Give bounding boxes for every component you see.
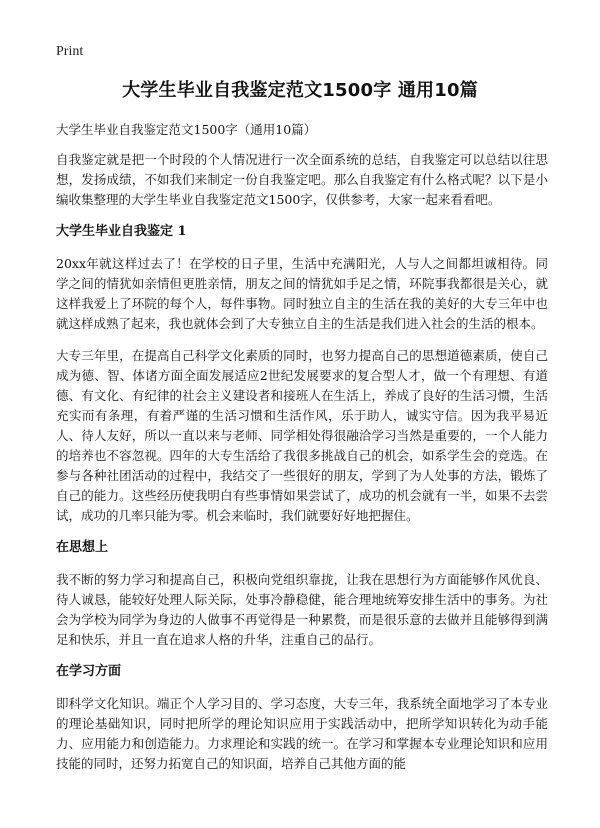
page-title: 大学生毕业自我鉴定范文1500字 通用10篇 <box>122 80 478 101</box>
section-heading-study: 在学习方面 <box>56 664 122 679</box>
section-heading-1: 大学生毕业自我鉴定 1 <box>56 224 187 239</box>
section-1-paragraph-1: 20xx年就这样过去了！在学校的日子里，生活中充满阳光，人与人之间都坦诚相待。同学之间的情犹如亲情但更胜亲情，朋友之间的情犹如手足之情，环院事我都很是关心，就这样我爱上了环院的每个人，每件事物。同时独立自主的生活在我的美好的大专三年中也就这样成熟了起来，我也就体会到了大专独立自主的生活是我们进入社会的生活的根本。 <box>56 256 548 331</box>
article-body <box>56 118 548 786</box>
section-ideology-paragraph: 我不断的努力学习和提高自己，积极向党组织靠拢，让我在思想行为方面能够作风优良、待人诚恳，能较好处理人际关际，处事冷静稳健，能合理地统筹安排生活中的事务。为社会为学校为同学为身边的人做事不再觉得是一种累赘，而是很乐意的去做并且能够得到满足和快乐，并且一直在追求人格的升华，注重自己的品行。 <box>56 572 548 647</box>
article-subtitle: 大学生毕业自我鉴定范文1500字（通用10篇） <box>56 122 317 137</box>
print-link[interactable]: Print <box>56 44 84 59</box>
section-study-paragraph: 即科学文化知识。端正个人学习目的、学习态度，大专三年，我系统全面地学习了本专业的理论基础知识，同时把所学的理论知识应用于实践活动中，把所学知识转化为动手能力、应用能力和创造能力。力求理论和实践的统一。在学习和掌握本专业理论知识和应用技能的同时，还努力拓宽自己的知识面，培养自己其他方面的能 <box>56 696 548 771</box>
intro-paragraph: 自我鉴定就是把一个时段的个人情况进行一次全面系统的总结，自我鉴定可以总结以往思想，发扬成绩，不如我们来制定一份自我鉴定吧。那么自我鉴定有什么格式呢？以下是小编收集整理的大学生毕业自我鉴定范文1500字，仅供参考，大家一起来看看吧。 <box>56 152 548 207</box>
section-1-paragraph-2: 大专三年里，在提高自己科学文化素质的同时，也努力提高自己的思想道德素质，使自己成为德、智、体诸方面全面发展适应2世纪发展要求的复合型人才，做一个有理想、有道德、有文化、有纪律的社会主义建设者和接班人在生活上，养成了良好的生活习惯，生活充实而有条理，有着严谨的生活习惯和生活作风，乐于助人，诚实守信。因为我平易近人、待人友好，所以一直以来与老师、同学相处得很融洽学习当然是重要的，一个人能力的培养也不容忽视。四年的大专生活给了我很多挑战自己的机会，如系学生会的竞选。在参与各种社团活动的过程中，我结交了一些很好的朋友，学到了为人处事的方法，锻炼了自己的能力。这些经历使我明白有些事情如果尝试了，成功的机会就有一半，如果不去尝试，成功的几率只能为零。机会来临时，我们就要好好地把握住。 <box>56 348 548 523</box>
section-heading-ideology: 在思想上 <box>56 540 109 555</box>
